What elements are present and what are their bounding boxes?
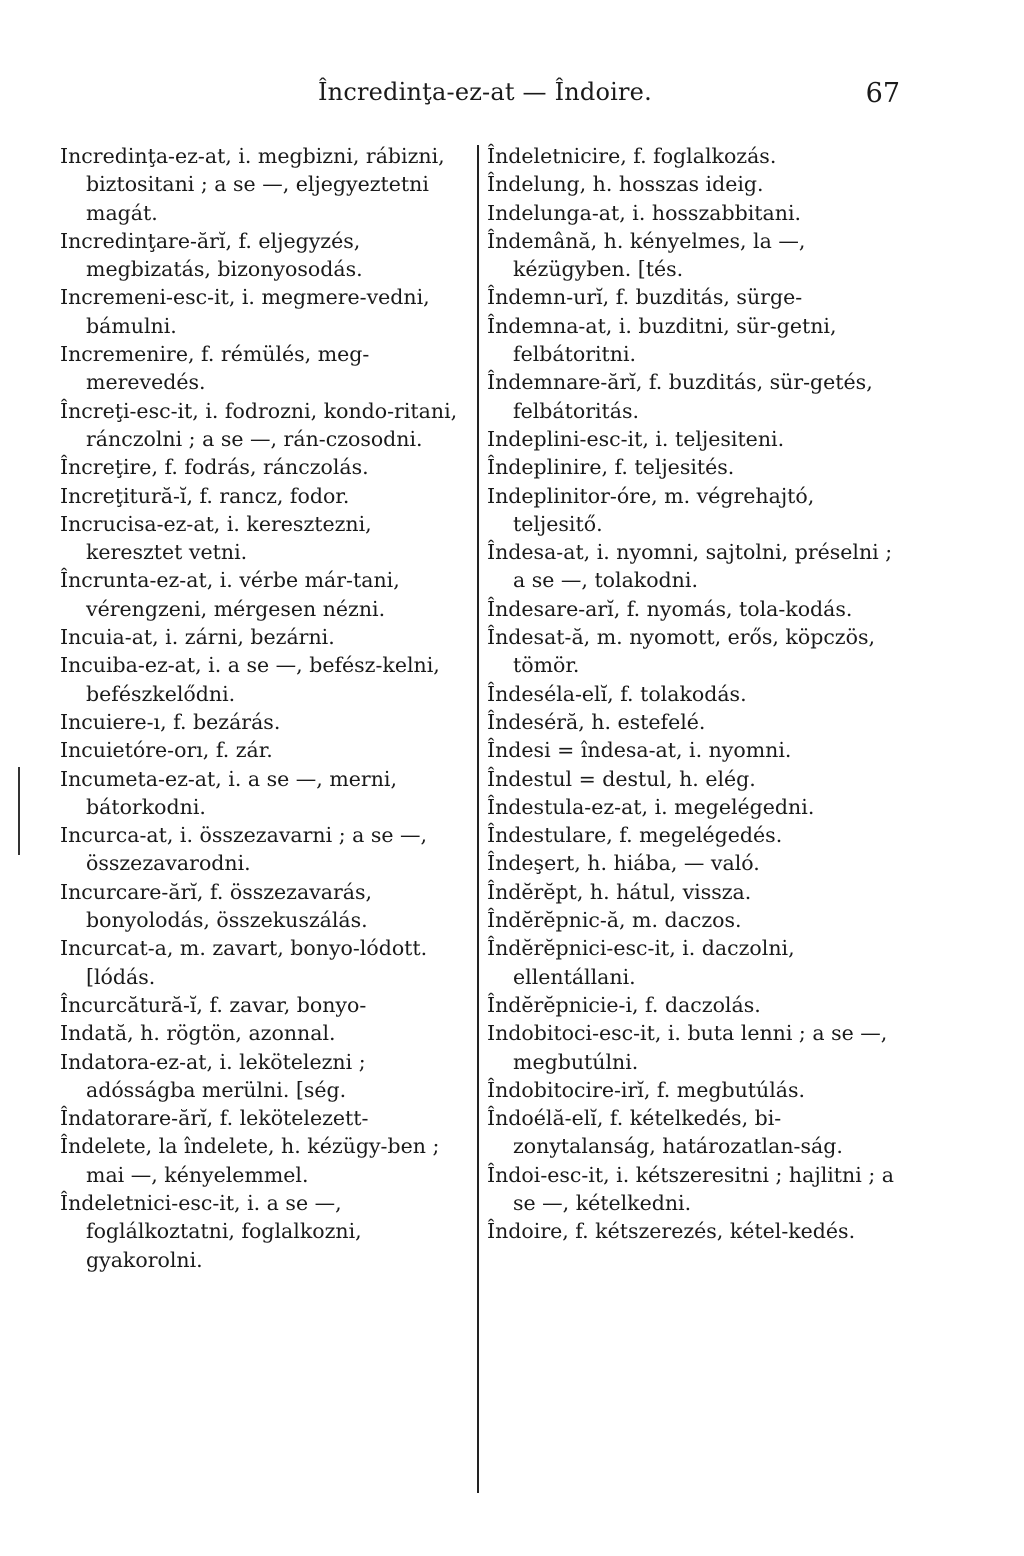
dictionary-entry: Îndeséră, h. estefelé.	[487, 709, 706, 734]
dictionary-entry: Îndesa-at, i. nyomni, sajtolni, préselni ; a se —, tolakodni.	[487, 540, 893, 593]
dictionary-entry: Increţitură-ĭ, f. rancz, fodor.	[60, 483, 350, 508]
dictionary-entry: Îndemnare-ărĭ, f. buzditás, sür-getés, felbátoritás.	[487, 370, 873, 423]
dictionary-entry: Îndemână, h. kényelmes, la —, kézügyben. [tés.	[487, 228, 806, 282]
dictionary-entry: Îndĕrĕpnic-ă, m. daczos.	[487, 908, 742, 933]
dictionary-entry: Îndatorare-ărĭ, f. lekötelezett-	[60, 1106, 369, 1131]
dictionary-entry: Îndĕrĕpt, h. hátul, vissza.	[487, 879, 752, 904]
dictionary-entry: Indatora-ez-at, i. lekötelezni ; adósságba merülni. [ség.	[60, 1049, 366, 1102]
dictionary-entry: Incremenire, f. rémülés, meg-merevedés.	[60, 342, 370, 395]
dictionary-entry: Indeplinitor-óre, m. végrehajtó, teljesitő.	[487, 483, 815, 536]
dictionary-entry: Incremeni-esc-it, i. megmere-vedni, bámulni.	[60, 285, 430, 338]
dictionary-entry: Incrucisa-ez-at, i. keresztezni, keresztet vetni.	[60, 511, 372, 565]
dictionary-entry: Încurcătură-ĭ, f. zavar, bonyo-	[60, 992, 367, 1017]
dictionary-entry: Incurcat-a, m. zavart, bonyo-lódott. [lódás.	[60, 936, 428, 989]
dictionary-entry: Îndeséla-elĭ, f. tolakodás.	[487, 681, 747, 706]
dictionary-entry: Incredinţare-ărĭ, f. eljegyzés, megbizatás, bizonyosodás.	[60, 228, 363, 282]
dictionary-entry: Îndestul = destul, h. elég.	[487, 766, 756, 791]
page-header	[0, 78, 1024, 118]
dictionary-entry: Indelunga-at, i. hosszabbitani.	[487, 200, 802, 225]
dictionary-entry: Îndemn-urĭ, f. buzditás, sürge-	[487, 285, 803, 310]
dictionary-entry: Incurca-at, i. összezavarni ; a se —, összezavarodni.	[60, 823, 428, 876]
page-number: 67	[865, 78, 900, 109]
dictionary-entry: Îndeletnici-esc-it, i. a se —, foglálkoztatni, foglalkozni, gyakorolni.	[60, 1190, 362, 1272]
dictionary-entry: Incurcare-ărĭ, f. összezavarás, bonyolodás, összekuszálás.	[60, 879, 373, 933]
dictionary-entry: Îndesi = îndesa-at, i. nyomni.	[487, 738, 792, 763]
dictionary-entry: Încrunta-ez-at, i. vérbe már-tani, vérengzeni, mérgesen nézni.	[60, 568, 400, 621]
dictionary-entry: Îndoi-esc-it, i. kétszeresitni ; hajlitni ; a se —, kételkedni.	[487, 1162, 894, 1215]
dictionary-entry: Incredinţa-ez-at, i. megbizni, rábizni, biztositani ; a se —, eljegyeztetni magát.	[60, 144, 445, 225]
dictionary-entry: Îndĕrĕpnicie-i, f. daczolás.	[487, 992, 761, 1017]
column-divider	[477, 145, 479, 1493]
left-column	[60, 142, 472, 1274]
dictionary-entry: Încreţi-esc-it, i. fodrozni, kondo-ritani, ránczolni ; a se —, rán-czosodni.	[60, 398, 458, 451]
running-head: Încredinţa-ez-at — Îndoire.	[318, 78, 652, 106]
dictionary-entry: Îndeşert, h. hiába, — való.	[487, 851, 760, 876]
dictionary-entry: Indobitoci-esc-it, i. buta lenni ; a se —, megbutúlni.	[487, 1021, 888, 1074]
dictionary-entry: Îndestulare, f. megelégedés.	[487, 823, 783, 848]
dictionary-entry: Îndemna-at, i. buzditni, sür-getni, felbátoritni.	[487, 313, 837, 367]
dictionary-entry: Incuiere-ı, f. bezárás.	[60, 709, 281, 734]
dictionary-entry: Îndeletnicire, f. foglalkozás.	[487, 144, 777, 168]
dictionary-entry: Îndesare-arĭ, f. nyomás, tola-kodás.	[487, 596, 853, 621]
dictionary-entry: Îndelung, h. hosszas ideig.	[487, 172, 764, 197]
dictionary-entry: Incumeta-ez-at, i. a se —, merni, bátorkodni.	[60, 766, 397, 819]
dictionary-entry: Incuiba-ez-at, i. a se —, befész-kelni, befészkelődni.	[60, 653, 440, 706]
dictionary-entry: Indeplini-esc-it, i. teljesiteni.	[487, 426, 785, 451]
dictionary-entry: Îndoélă-elĭ, f. kételkedés, bi-zonytalanság, határozatlan-ság.	[487, 1106, 843, 1159]
dictionary-entry: Încreţire, f. fodrás, ránczolás.	[60, 455, 369, 480]
dictionary-entry: Îndĕrĕpnici-esc-it, i. daczolni, ellentállani.	[487, 936, 795, 989]
dictionary-entry: Îndeplinire, f. teljesités.	[487, 455, 735, 480]
dictionary-entry: Îndelete, la îndelete, h. kézügy-ben ; mai —, kényelemmel.	[60, 1134, 440, 1187]
dictionary-entry: Îndestula-ez-at, i. megelégedni.	[487, 794, 815, 819]
dictionary-entry: Îndoire, f. kétszerezés, kétel-kedés.	[487, 1219, 856, 1244]
dictionary-entry: Îndesat-ă, m. nyomott, erős, köpczös, tömör.	[487, 625, 875, 678]
dictionary-entry: Incuietóre-orı, f. zár.	[60, 738, 273, 763]
dictionary-entry: Îndobitocire-irĭ, f. megbutúlás.	[487, 1077, 806, 1102]
margin-mark	[18, 767, 20, 855]
dictionary-entry: Indată, h. rögtön, azonnal.	[60, 1021, 336, 1046]
right-column	[487, 142, 905, 1246]
dictionary-entry: Incuia-at, i. zárni, bezárni.	[60, 625, 335, 650]
